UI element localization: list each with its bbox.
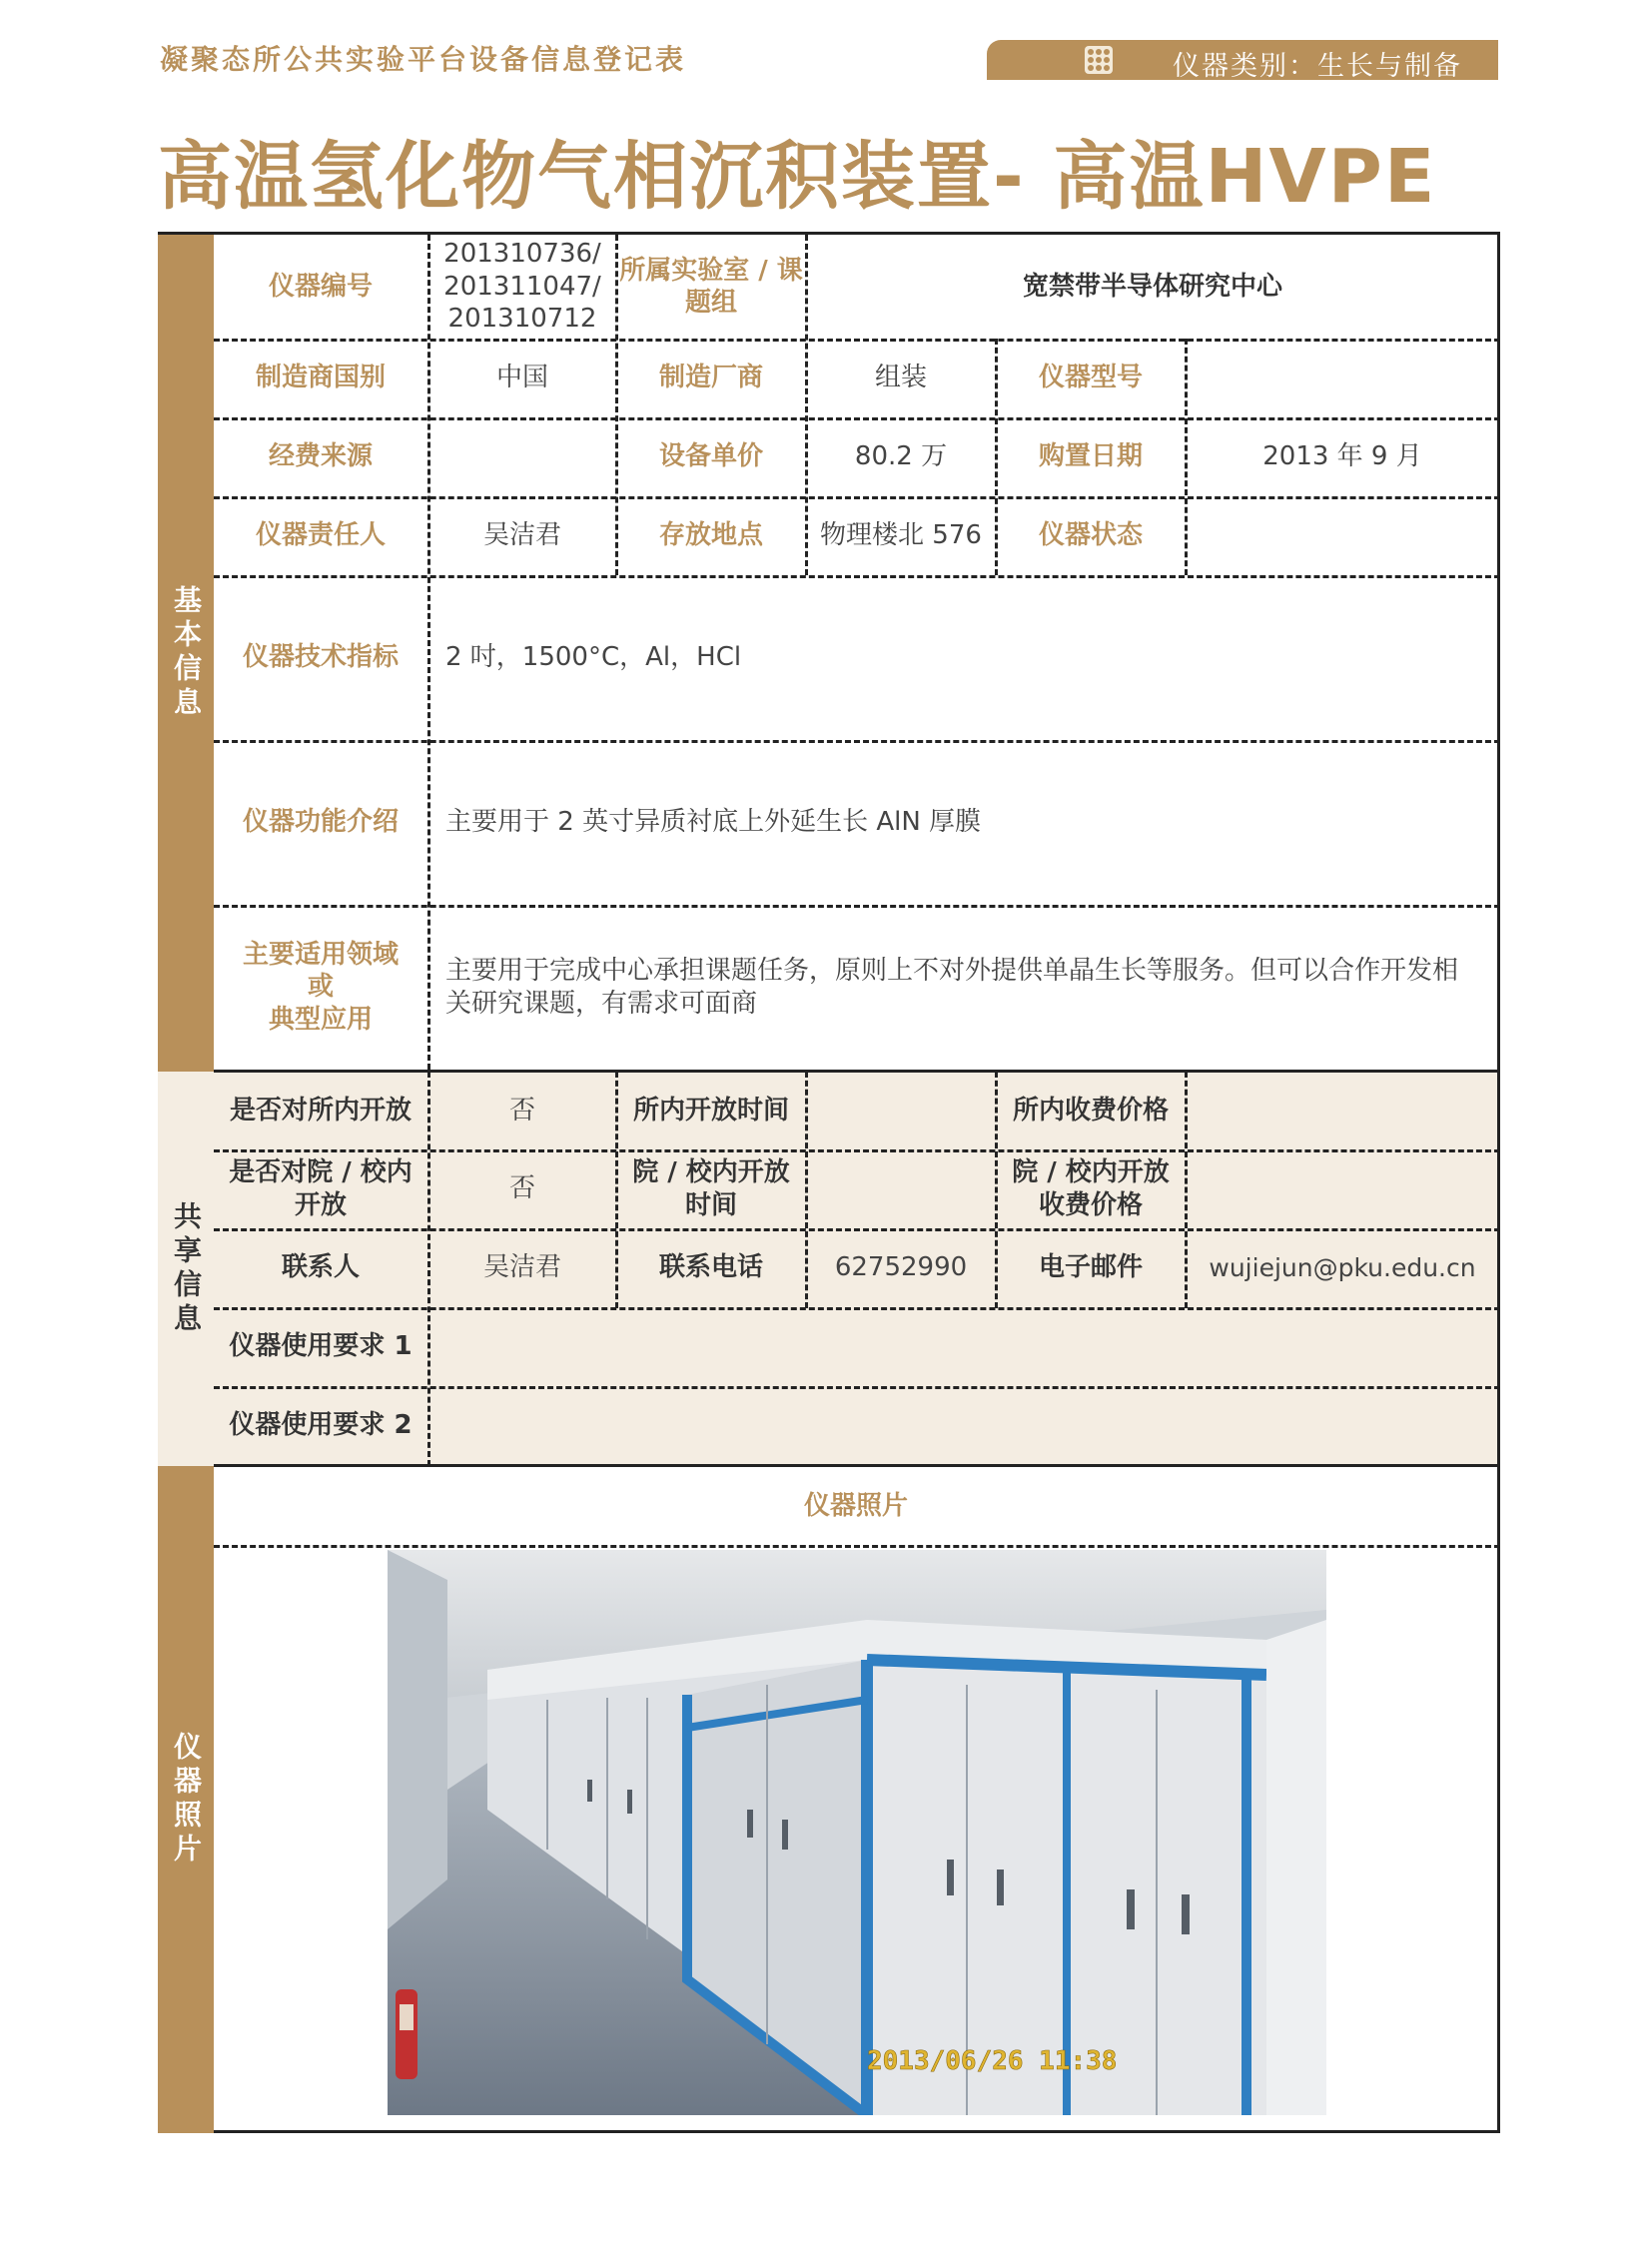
value-function: 主要用于 2 英寸异质衬底上外延生长 AlN 厚膜: [445, 807, 982, 838]
page-title: 高温氢化物气相沉积装置- 高温HVPE: [158, 134, 1437, 220]
value-requirement-1: [429, 1307, 1498, 1386]
label-inside-time: 所内开放时间: [632, 1095, 789, 1125]
value-inside-fee: [1187, 1072, 1498, 1149]
label-application-line1: 主要适用领域: [242, 939, 399, 970]
label-funding: 经费来源: [268, 441, 373, 472]
label-instrument-id: 仪器编号: [268, 271, 373, 302]
section-label-sharing: 共享信息: [170, 1200, 203, 1337]
value-phone: 62752990: [834, 1252, 968, 1283]
photo-timestamp: 2013/06/26 11:38: [867, 2046, 1118, 2076]
value-email: wujiejun@pku.edu.cn: [1209, 1252, 1476, 1282]
value-inside-time: [807, 1072, 995, 1149]
label-requirement-1: 仪器使用要求 1: [229, 1331, 413, 1362]
category-label: 仪器类别：生长与制备: [1173, 51, 1462, 82]
label-open-campus: 是否对院 / 校内开放: [229, 1157, 413, 1220]
label-manufacturer: 制造厂商: [658, 363, 763, 393]
label-owner: 仪器责任人: [255, 520, 386, 551]
value-application: 主要用于完成中心承担课题任务，原则上不对外提供单晶生长等服务。但可以合作开发相关研究课题，有需求可面商: [445, 956, 1459, 1019]
label-country: 制造商国别: [255, 363, 386, 393]
value-requirement-2: [429, 1386, 1498, 1464]
label-application: [214, 905, 427, 1070]
label-location: 存放地点: [658, 520, 763, 551]
value-location: 物理楼北 576: [820, 520, 982, 551]
value-funding: [429, 417, 615, 496]
value-contact: 吴洁君: [482, 1252, 561, 1283]
section-tab-basic: [158, 235, 214, 1072]
label-status: 仪器状态: [1038, 520, 1143, 551]
value-country: 中国: [495, 363, 548, 393]
value-purchase-date: 2013 年 9 月: [1262, 441, 1422, 472]
label-lab: 所属实验室 / 课题组: [619, 255, 803, 318]
label-email: 电子邮件: [1038, 1252, 1143, 1283]
label-function: 仪器功能介绍: [242, 807, 399, 838]
grid-icon: [1085, 46, 1113, 74]
value-owner: 吴洁君: [482, 520, 561, 551]
value-model: [1187, 339, 1498, 417]
value-price: 80.2 万: [854, 441, 948, 472]
label-phone: 联系电话: [658, 1252, 763, 1283]
label-requirement-2: 仪器使用要求 2: [229, 1409, 413, 1440]
section-label-basic: 基本信息: [170, 585, 203, 721]
label-price: 设备单价: [658, 441, 763, 472]
label-model: 仪器型号: [1038, 363, 1143, 393]
label-purchase-date: 购置日期: [1038, 441, 1143, 472]
value-instrument-id: 201310736/ 201311047/ 201310712: [443, 239, 601, 335]
label-open-inside: 是否对所内开放: [229, 1095, 412, 1125]
label-campus-time: 院 / 校内开放时间: [632, 1157, 790, 1220]
value-tech-spec: 2 吋，1500°C，Al，HCl: [445, 642, 742, 673]
category-banner: [987, 40, 1498, 80]
photo-heading: 仪器照片: [803, 1490, 908, 1521]
instrument-photo: [388, 1550, 1326, 2115]
value-open-campus: 否: [508, 1173, 535, 1204]
row-divider: [214, 1545, 1500, 1548]
label-inside-fee: 所内收费价格: [1012, 1095, 1169, 1125]
section-tab-sharing: [158, 1072, 214, 1466]
section-label-photo: 仪器照片: [170, 1732, 203, 1868]
value-campus-time: [807, 1149, 995, 1228]
section-tab-photo: [158, 1466, 214, 2133]
label-application-line3: 典型应用: [268, 1004, 373, 1035]
value-campus-fee: [1187, 1149, 1498, 1228]
label-application-line2: 或: [307, 972, 334, 1003]
label-campus-fee: 院 / 校内开放收费价格: [1012, 1157, 1170, 1220]
value-manufacturer: 组装: [874, 363, 927, 393]
label-tech-spec: 仪器技术指标: [242, 642, 399, 673]
value-open-inside: 否: [508, 1095, 535, 1125]
value-status: [1187, 496, 1498, 575]
label-contact: 联系人: [281, 1252, 360, 1283]
hvpe-equipment-illustration: [388, 1550, 1326, 2115]
value-lab: 宽禁带半导体研究中心: [1022, 271, 1282, 302]
form-org-title: 凝聚态所公共实验平台设备信息登记表: [160, 43, 687, 76]
